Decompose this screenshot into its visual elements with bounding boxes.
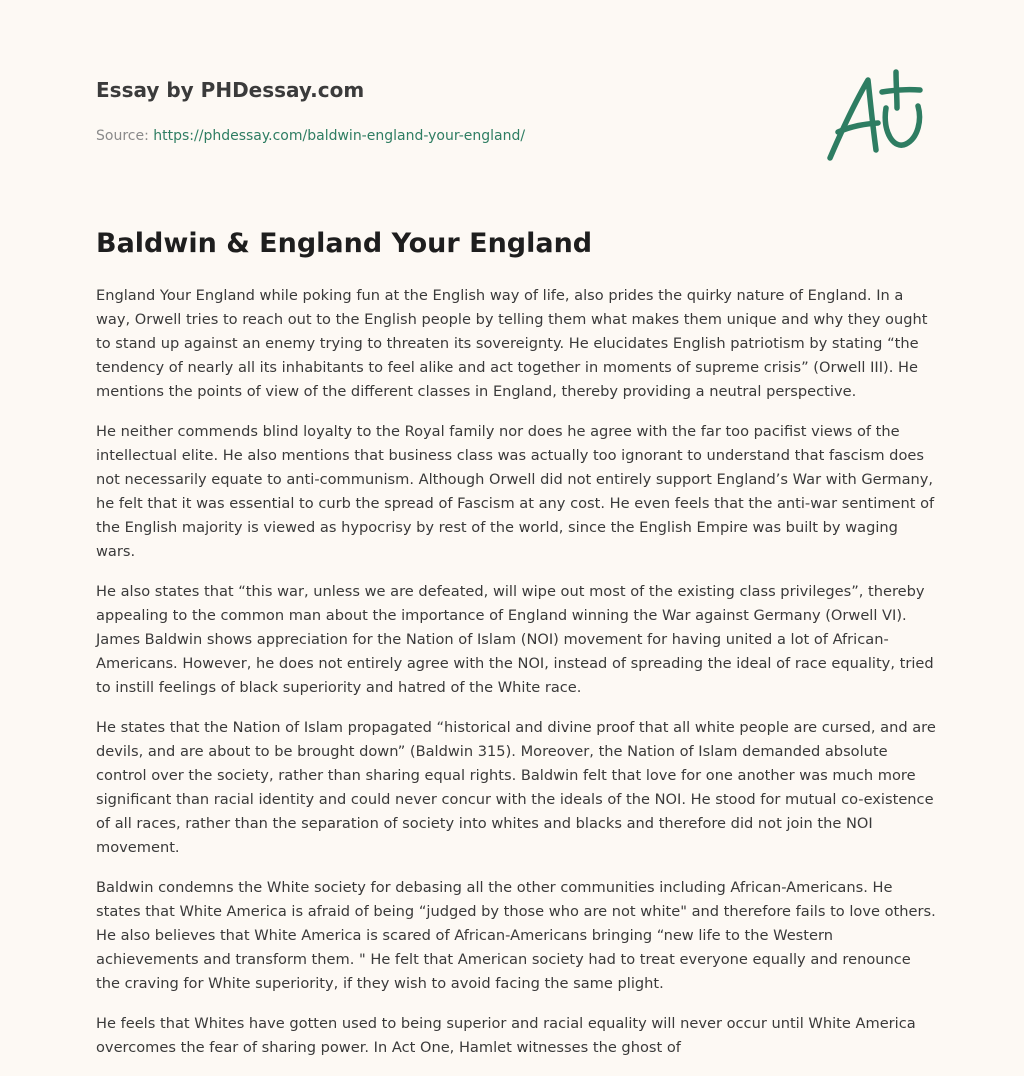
a-plus-grade-icon [822,68,926,164]
essay-paragraph: Baldwin condemns the White society for debasing all the other communities including African-Americans. He states that White America is afraid of being “judged by those who are not white" and therefore fails to love others. He also believes that White America is scared of African-Americans bringing “new life to the Western achievements and transform them. " He felt that American society had to treat everyone equally and renounce the craving for White superiority, if they wish to avoid facing the same plight. [96,879,936,992]
source-label: Source: [96,128,154,144]
site-title: Essay by PHDessay.com [96,78,365,102]
essay-paragraph: He feels that Whites have gotten used to being superior and racial equality will never occur until White America overcomes the fear of sharing power. In Act One, Hamlet witnesses the ghost of [96,1015,916,1056]
essay-paragraph: He states that the Nation of Islam propagated “historical and divine proof that all white people are cursed, and are devils, and are about to be brought down” (Baldwin 315). Moreover, the Nation of Islam demanded absolute control over the society, rather than sharing equal rights. Baldwin felt that love for one another was much more significant than racial identity and could never concur with the ideals of the NOI. He stood for mutual co-existence of all races, rather than the separation of society into whites and blacks and therefore did not join the NOI movement. [96,719,936,856]
source-link[interactable]: https://phdessay.com/baldwin-england-your-england/ [153,128,526,144]
essay-body [96,284,938,1076]
essay-paragraph: He also states that “this war, unless we are defeated, will wipe out most of the existing class privileges”, thereby appealing to the common man about the importance of England winning the War against Germany (Orwell VI). James Baldwin shows appreciation for the Nation of Islam (NOI) movement for having united a lot of African-Americans. However, he does not entirely agree with the NOI, instead of spreading the ideal of race equality, tried to instill feelings of black superiority and hatred of the White race. [96,583,934,696]
source-line [96,126,796,146]
essay-paragraph: He neither commends blind loyalty to the Royal family nor does he agree with the far too pacifist views of the intellectual elite. He also mentions that business class was actually too ignorant to understand that fascism does not necessarily equate to anti-communism. Although Orwell did not entirely support England’s War with Germany, he felt that it was essential to curb the spread of Fascism at any cost. He even feels that the anti-war sentiment of the English majority is viewed as hypocrisy by rest of the world, since the English Empire was built by waging wars. [96,423,935,560]
essay-paragraph: England Your England while poking fun at the English way of life, also prides the quirky nature of England. In a way, Orwell tries to reach out to the English people by telling them what makes them unique and why they ought to stand up against an enemy trying to threaten its sovereignty. He elucidates English patriotism by stating “the tendency of nearly all its inhabitants to feel alike and act together in moments of supreme crisis” (Orwell III). He mentions the points of view of the different classes in England, thereby providing a neutral perspective. [96,287,928,400]
essay-title: Baldwin & England Your England [96,228,593,259]
page-header [96,76,796,146]
